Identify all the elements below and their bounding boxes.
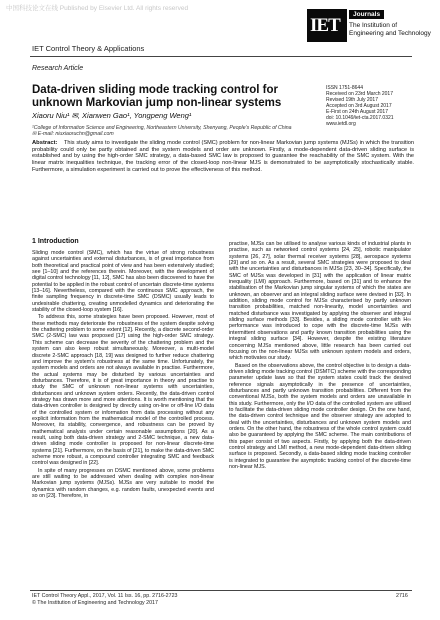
body-column-left bbox=[32, 250, 214, 500]
paper-title: Data-driven sliding mode tracking control for unknown Markovian jump non-linear systems bbox=[32, 84, 282, 109]
body-column-right bbox=[229, 241, 411, 471]
journals-badge: Journals bbox=[349, 10, 384, 19]
footer-copyright: © The Institution of Engineering and Technology 2017 bbox=[32, 600, 158, 606]
efirst-date: E-First on 24th August 2017 bbox=[326, 109, 388, 115]
affiliation-line: ¹College of Information Science and Engineering, Northeastern University, Shenyang, People's Republic of China bbox=[32, 125, 292, 131]
paragraph: Sliding mode control (SMC), which has the virtue of strong robustness against uncertainties and external disturbances, is of great importance from both theoretical and practical point of view and has been extensively studied; see [1–10] and the references therein. Moreover, with the development of digital control technology [11, 12], SMC has also been discovered to have the potential to be applied in the robust control of uncertain discrete-time systems [13–16]. Nevertheless, compared with the continuous SMC approach, the finite sampling frequency in discrete-time SMC (DSMC) usually leads to undesirable chattering, creating unmodelled dynamics and deteriorating the stability of the closed-loop system [16]. bbox=[32, 250, 214, 314]
received-date: Received on 23rd March 2017 bbox=[326, 91, 393, 97]
revised-date: Revised 19th July 2017 bbox=[326, 97, 378, 103]
iet-logo-mark bbox=[307, 9, 347, 42]
page-number: 2716 bbox=[396, 593, 408, 599]
header-divider bbox=[30, 56, 412, 57]
article-type: Research Article bbox=[32, 65, 84, 72]
paragraph: In spite of many progresses on DSMC mentioned above, some problems are still waiting to be addressed when dealing with complex non-linear Markovian jump systems (MJSs). MJSs are very suitable to model the dynamics with random changes, e.g. random faults, unexpected events and so on [23]. Therefore, in bbox=[32, 467, 214, 500]
paragraph: To address this, some strategies have been proposed. However, most of these methods may deteriorate the robustness of the system despite solving the chattering problem to some extent [12]. Recently, a discrete second-order SMC (2-SMC) law was proposed [17] using the high-order SMC strategy. This scheme can decrease the severity of the chattering problem and the system can also keep robust simultaneously. Moreover, a multi-model discrete 2-SMC approach [18, 19] was designed to further reduce chattering and improve the system's robustness at the same time. Unfortunately, the system models and orders are not always available in practise. Furthermore, the actual systems may be disturbed by various uncertainties and disturbances. Therefore, it is of great importance in theory and practise to study the SMC of unknown non-linear systems with uncertainties, disturbances and unknown system orders. Recently, the data-driven control strategy has drawn more and more attentions. It is worth mentioning that the data-driven controller is designed by directly using on-line or off-line I/O data of the controlled system or information from data processing without any explicit information from the mathematical model of the controlled process. Moreover, its stability, convergence, and robustness can be proved by mathematical analysis under certain reasonable assumptions [20]. As a result, using both data-driven strategy and 2-SMC technique, a new data-driven sliding mode controller is proposed for non-linear discrete-time systems [21]. Furthermore, on the basis of [21], to make the data-driven SMC scheme more robust, a compound controller integrating SMC and feedback control was designed in [22]. bbox=[32, 314, 214, 467]
article-metadata bbox=[326, 85, 426, 127]
institution-line-1: The Institution of bbox=[349, 22, 398, 29]
institution-line-2: Engineering and Technology bbox=[349, 30, 431, 37]
footer-divider bbox=[30, 590, 412, 591]
issn: ISSN 1751-8644 bbox=[326, 85, 363, 91]
website-link[interactable]: www.ietdl.org bbox=[326, 121, 356, 127]
watermark: 中国科技论文在线 Published by Elsevier Ltd. All rights reserved bbox=[6, 5, 189, 12]
iet-logo-letters: IET bbox=[310, 15, 340, 36]
contact-email[interactable]: ✉ E-mail: niuxiaoruchn@gmail.com bbox=[32, 131, 114, 138]
section-heading-introduction: 1 Introduction bbox=[32, 238, 79, 245]
journal-name[interactable]: IET Control Theory & Applications bbox=[32, 44, 145, 53]
footer-citation: IET Control Theory Appl., 2017, Vol. 11 Iss. 16, pp. 2716-2723 bbox=[32, 593, 178, 599]
abstract-text: This study aims to investigate the sliding mode control (SMC) problem for non-linear Markovian jump systems (MJSs) in which the transition probability could only be partly obtained and the system models and order are unknown. Firstly, a mode-dependent data-driven sliding surface is established and by using the high-order SMC strategy, a data-based SMC law is proposed to guarantee the reachability of the SMC system. With the linear matrix inequalities technique, the tracking error of the closed-loop non-linear MJS is demonstrated to be asymptotically stochastically stable. Furthermore, a simulation experiment is carried out to prove the effectiveness of this method. bbox=[32, 140, 414, 173]
doi-link[interactable]: doi: 10.1049/iet-cta.2017.0321 bbox=[326, 115, 394, 121]
accepted-date: Accepted on 3rd August 2017 bbox=[326, 103, 392, 109]
affiliations bbox=[32, 125, 292, 137]
abstract-heading: Abstract: bbox=[32, 140, 58, 146]
author-list: Xiaoru Niu¹ ✉, Xianwen Gao¹, Yongpeng Weng¹ bbox=[32, 111, 192, 120]
paragraph: practise, MJSs can be utilised to analyse various kinds of industrial plants in practise, such as networked control systems [24, 25], robotic manipulator systems [26, 27], solar thermal receiver systems [28], aerospace systems [29] and so on. As a result, several SMC strategies were proposed to deal with the uncertainties and disturbances in MJSs [23, 30–34]. Specifically, the SMC of MJSs was developed in [31] with the application of linear matrix inequality (LMI) approach. Furthermore, based on [31] and to enhance the stabilisation of the Markovian jump singular systems of which the states are unknown, an observer and an integral sliding surface were devised in [32]. In addition, sliding mode control for MJSs characterised by partly unknown transition probabilities, matched non-linearity, model uncertainties and matched disturbance was investigated by applying the observer and integral sliding surface methods [33]. Besides, a sliding mode controller with H∞ performance was introduced to cope with the discrete-time MJSs with intermittent observations and partly known transition probabilities using the integral sliding surface [34]. However, despite the existing literature concerning MJSs mentioned above, little research has been carried out focusing on the non-linear MJSs with unknown system models and orders, which motivates our study. bbox=[229, 241, 411, 362]
iet-logo[interactable] bbox=[307, 6, 431, 44]
paragraph: Based on the observations above, the control objective is to design a data-driven sliding mode tracking control (DSMTC) scheme with the corresponding parameter update laws so that the system states could track the desired reference signals asymptotically in the presence of uncertainties, disturbances and partly unknown transition probabilities. Different from the conventional MJSs, both the system models and orders are unavailable in this study. Furthermore, only the I/O data of the controlled system are utilised to facilitate the data-driven sliding mode controller design. On the one hand, the data-driven control technique and the observer strategy are adopted to deal with the uncertainties, disturbances and unknown system models and orders. On the other hand, the robustness of the whole control system could also be guaranteed by applying the SMC scheme. The main contributions of this paper consist of two aspects. Firstly, by applying both the data-driven control strategy and LMI method, a new mode-dependent data-driven sliding surface is proposed. Secondly, a data-based sliding mode tracking controller is integrated to guarantee the asymptotic tracking control of the discrete-time non-linear MJS. bbox=[229, 362, 411, 471]
